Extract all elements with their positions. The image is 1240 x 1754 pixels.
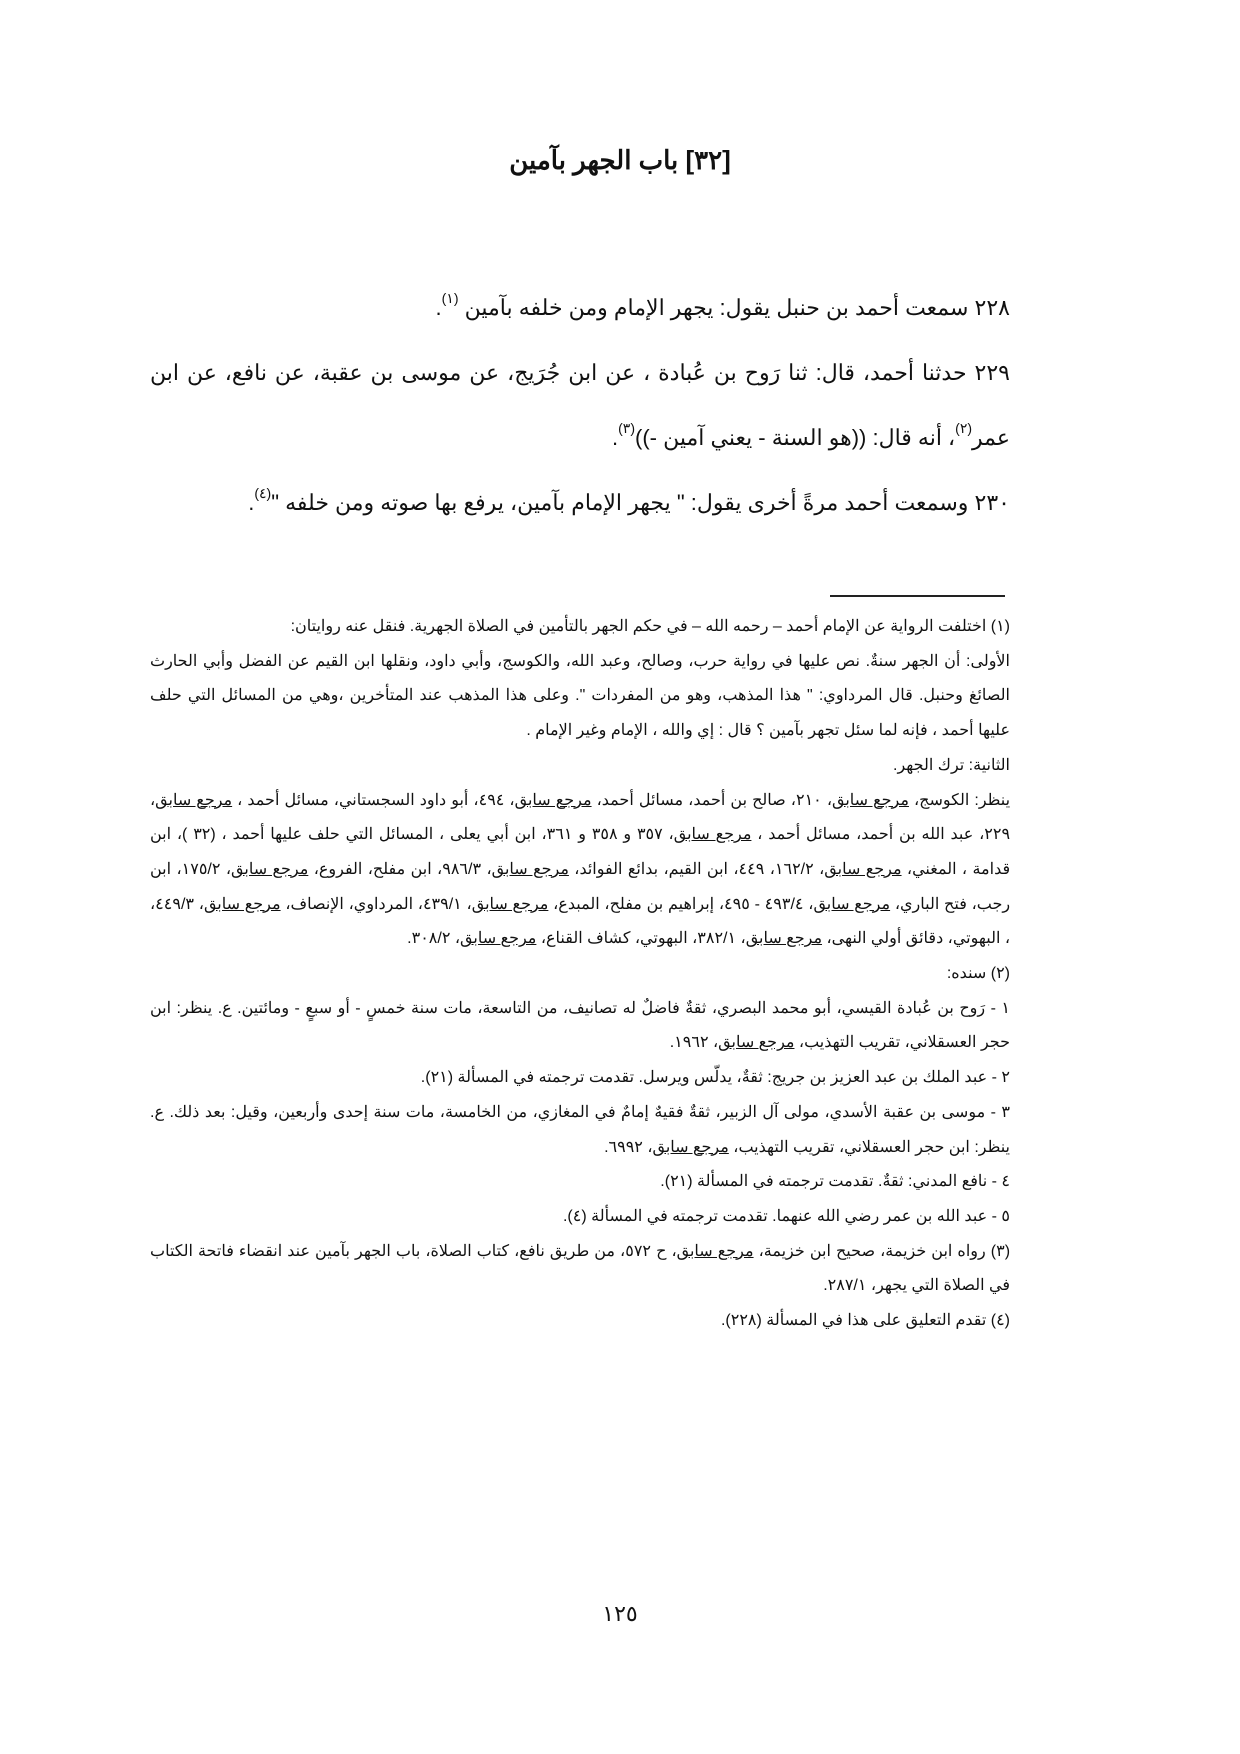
paragraph-228: ٢٢٨ سمعت أحمد بن حنبل يقول: يجهر الإمام ومن خلفه بآمين $^{(١)}$. xyxy=(435,290,1010,320)
reference-link[interactable]: مرجع سابق xyxy=(832,791,909,809)
reference-link[interactable]: مرجع سابق xyxy=(813,895,891,913)
paragraph-230-text: ٢٣٠ وسمعت أحمد مرةً أخرى يقول: " يجهر الإمام بآمين، يرفع بها صوته ومن خلفه " xyxy=(271,490,1010,515)
reference-link[interactable]: مرجع سابق xyxy=(231,860,309,878)
reference-link[interactable]: مرجع سابق xyxy=(471,895,549,913)
footnote-3: (٣) رواه ابن خزيمة، صحيح ابن خزيمة، مرجع سابق، ح ٥٧٢، من طريق نافع، كتاب الصلاة، باب الجهر بآمين عند انقضاء فاتحة الكتاب في الصلاة التي يجهر، ٢٨٧/١. xyxy=(150,1242,1011,1295)
footnote-2-narrator-1: ١ - رَوح بن عُبادة القيسي، أبو محمد البصري، ثقةٌ فاضلٌ له تصانيف، من التاسعة، مات سنة خمسٍ - أو سبعٍ - ومائتين. ع. ينظر: ابن حجر العسقلاني، تقريب التهذيب، مرجع سابق، ١٩٦٢. xyxy=(150,999,1010,1052)
footnote-1-first-narration: الأولى: أن الجهر سنةٌ. نص عليها في رواية حرب، وصالح، وعبد الله، والكوسج، وأبي داود، ونقلها ابن القيم عن الفضل وأبي الحارث الصائغ وحنبل. قال المرداوي: " هذا المذهب، وهو من المفردات ". وعلى هذا المذهب عند المتأخرين ،وهي من المسائل التي حلف عليها أحمد ، فإنه لما سئل تجهر بآمين ؟ قال : إي والله ، الإمام وغير الإمام . xyxy=(150,652,1011,740)
reference-link[interactable]: مرجع سابق xyxy=(203,895,281,913)
reference-link[interactable]: مرجع سابق xyxy=(718,1034,795,1052)
footnote-4: (٤) تقدم التعليق على هذا في المسألة (٢٢٨). xyxy=(720,1312,1010,1330)
reference-link[interactable]: مرجع سابق xyxy=(745,930,823,948)
paragraph-230: ٢٣٠ وسمعت أحمد مرةً أخرى يقول: " يجهر الإمام بآمين، يرفع بها صوته ومن خلفه "$^{(٤)}$. xyxy=(248,485,1010,515)
paragraph-229: ٢٢٩ حدثنا أحمد، قال: ثنا رَوح بن عُبادة ، عن ابن جُرَيج، عن موسى بن عقبة، عن نافع، عن ابن عمر$^{(٢)}$، أنه قال: ((هو السنة - يعني آمين -))$^{(٣)}$. xyxy=(150,360,1010,450)
reference-link[interactable]: مرجع سابق xyxy=(673,826,752,844)
page-number: ١٢٥ xyxy=(602,1601,638,1626)
paragraph-229-text-a: ٢٢٩ حدثنا أحمد، قال: ثنا رَوح بن عُبادة ، عن ابن جُرَيج، عن موسى بن عقبة، عن نافع، عن ابن عمر xyxy=(150,360,1010,450)
footnote-2-narrator-5: ٥ - عبد الله بن عمر رضي الله عنهما. تقدمت ترجمته في المسألة (٤). xyxy=(562,1207,1010,1225)
footnote-ref-2[interactable]: (٢) xyxy=(955,420,973,436)
paragraph-229-text-b: ، أنه قال: ((هو السنة - يعني آمين -)) xyxy=(635,425,956,450)
reference-link[interactable]: مرجع سابق xyxy=(491,860,569,878)
reference-link[interactable]: مرجع سابق xyxy=(652,1138,729,1156)
paragraph-228-text: ٢٢٨ سمعت أحمد بن حنبل يقول: يجهر الإمام ومن خلفه بآمين xyxy=(464,295,1010,320)
footnote-1-intro: (١) اختلفت الرواية عن الإمام أحمد – رحمه الله – في حكم الجهر بالتأمين في الصلاة الجهرية. فنقل عنه روايتان: xyxy=(290,618,1010,635)
reference-link[interactable]: مرجع سابق xyxy=(824,860,902,878)
footnote-2-narrator-3: ٣ - موسى بن عقبة الأسدي، مولى آل الزبير، ثقةٌ فقيهٌ إمامٌ في المغازي، من الخامسة، مات سنة إحدى وأربعين، وقيل: بعد ذلك. ع. ينظر: ابن حجر العسقلاني، تقريب التهذيب، مرجع سابق، ٦٩٩٢. xyxy=(150,1103,1010,1156)
footnote-separator xyxy=(830,595,1005,597)
footnote-1-second-narration: الثانية: ترك الجهر. xyxy=(893,756,1010,774)
footnote-1-references: ينظر: الكوسج، مرجع سابق، ٢١٠، صالح بن أحمد، مسائل أحمد، مرجع سابق، ٤٩٤، أبو داود السجستاني، مسائل أحمد ، مرجع سابق، ٢٢٩، عبد الله بن أحمد، مسائل أحمد ، مرجع سابق، ٣٥٧ و ٣٥٨ و ٣٦١، ابن أبي يعلى ، المسائل التي حلف عليها أحمد ، (٣٢ )، ابن قدامة ، المغني، مرجع سابق، ١٦٢/٢، ٤٤٩، ابن القيم، بدائع الفوائد، مرجع سابق، ٩٨٦/٣، ابن مفلح، الفروع، مرجع سابق، ١٧٥/٢، ابن رجب، فتح الباري، مرجع سابق، ٤٩٣/٤ - ٤٩٥، إبراهيم بن مفلح، المبدع، مرجع سابق، ٤٣٩/١، المرداوي، الإنصاف، مرجع سابق، ٤٤٩/٣، ، البهوتي، دقائق أولي النهى، مرجع سابق، ٣٨٢/١، البهوتي، كشاف القناع، مرجع سابق، ٣٠٨/٢. xyxy=(150,791,1011,948)
footnote-ref-3[interactable]: (٣) xyxy=(618,420,635,436)
reference-link[interactable]: مرجع سابق xyxy=(155,791,233,809)
reference-link[interactable]: مرجع سابق xyxy=(514,791,592,809)
footnote-ref-4[interactable]: (٤) xyxy=(254,485,272,501)
reference-link[interactable]: مرجع سابق xyxy=(676,1242,754,1260)
footnote-2-narrator-2: ٢ - عبد الملك بن عبد العزيز بن جريج: ثقةٌ، يدلّس ويرسل. تقدمت ترجمته في المسألة (٢١). xyxy=(420,1069,1010,1087)
footnotes xyxy=(150,610,1010,1339)
chapter-title: [٣٢] باب الجهر بآمين xyxy=(509,145,731,175)
footnote-ref-1[interactable]: (١) xyxy=(441,290,459,306)
main-text xyxy=(150,275,1010,535)
reference-link[interactable]: مرجع سابق xyxy=(460,930,537,948)
footnote-2-narrator-4: ٤ - نافع المدني: ثقةٌ. تقدمت ترجمته في المسألة (٢١). xyxy=(660,1173,1010,1191)
footnote-2-intro: (٢) سنده: xyxy=(946,965,1010,983)
